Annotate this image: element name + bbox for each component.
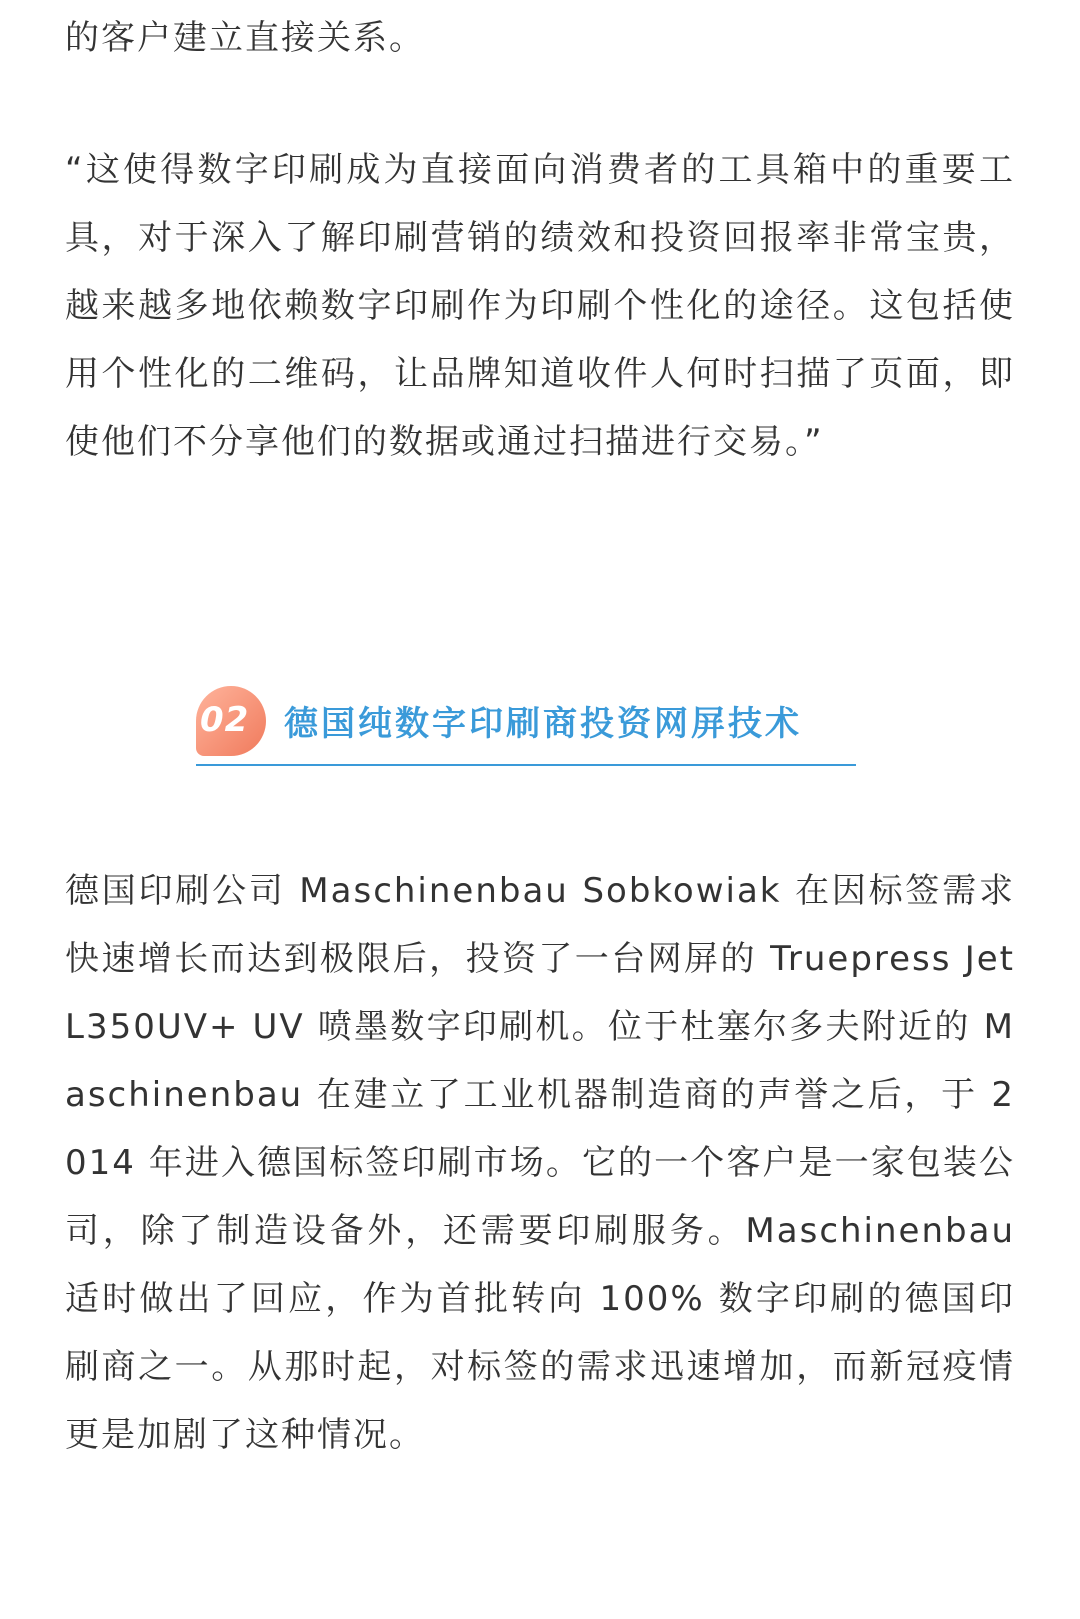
paragraph-section-body: 德国印刷公司 Maschinenbau Sobkowiak 在因标签需求快速增长而达到极限后，投资了一台网屏的 Truepress Jet L350UV+ UV 喷墨数字印刷机。位于杜塞尔多夫附近的 Maschinenbau 在建立了工业机器制造商的声誉之后，于 2014 年进入德国标签印刷市场。它的一个客户是一家包装公司，除了制造设备外，还需要印刷服务。Maschinenbau 适时做出了回应，作为首批转向 100% 数字印刷的德国印刷商之一。从那时起，对标签的需求迅速增加，而新冠疫情更是加剧了这种情况。 bbox=[65, 871, 1015, 1455]
section-heading bbox=[196, 686, 856, 766]
paragraph-quote: “这使得数字印刷成为直接面向消费者的工具箱中的重要工具，对于深入了解印刷营销的绩效和投资回报率非常宝贵，越来越多地依赖数字印刷作为印刷个性化的途径。这包括使用个性化的二维码，让品牌知道收件人何时扫描了页面，即使他们不分享他们的数据或通过扫描进行交易。” bbox=[65, 150, 1015, 462]
section-number: 02 bbox=[200, 700, 250, 740]
paragraph-intro-tail: 的客户建立直接关系。 bbox=[65, 18, 425, 58]
section-title: 德国纯数字印刷商投资网屏技术 bbox=[284, 704, 802, 744]
section-underline bbox=[196, 764, 856, 766]
